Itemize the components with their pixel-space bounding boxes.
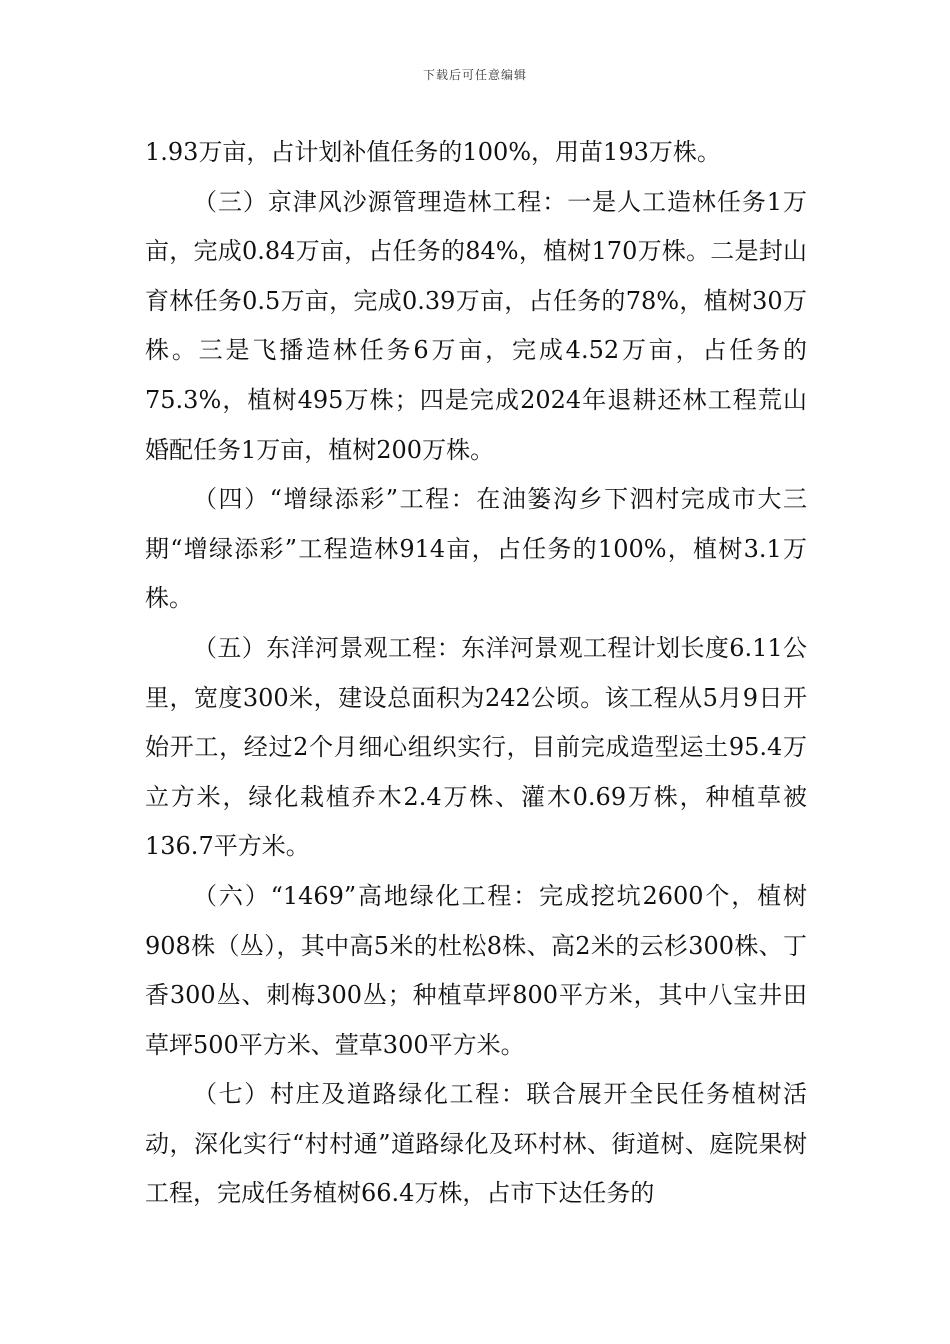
page-header: 下载后可任意编辑 [422, 68, 527, 82]
paragraph-section-7: （七）村庄及道路绿化工程：联合展开全民任务植树活动，深化实行“村村通”道路绿化及环村林、街道树、庭院果树工程，完成任务植树66.4万株，占市下达任务的 [145, 1080, 807, 1208]
paragraph-section-3: （三）京津风沙源管理造林工程：一是人工造林任务1万亩，完成0.84万亩，占任务的84%，植树170万株。二是封山育林任务0.5万亩，完成0.39万亩，占任务的78%，植树30万株。三是飞播造林任务6万亩，完成4.52万亩，占任务的75.3%，植树495万株；四是完成2024年退耕还林工程荒山婚配任务1万亩，植树200万株。 [145, 187, 807, 464]
document-body [145, 128, 807, 1219]
paragraph-section-6: （六）“1469”高地绿化工程：完成挖坑2600个，植树908株（丛），其中高5米的杜松8株、高2米的云杉300株、丁香300丛、刺梅300丛；种植草坪800平方米，其中八宝井田草坪500平方米、萱草300平方米。 [145, 881, 807, 1059]
paragraph-section-4: （四）“增绿添彩”工程：在油篓沟乡下泗村完成市大三期“增绿添彩”工程造林914亩，占任务的100%，植树3.1万株。 [145, 485, 807, 613]
paragraph-section-5: （五）东洋河景观工程：东洋河景观工程计划长度6.11公里，宽度300米，建设总面积为242公顷。该工程从5月9日开始开工，经过2个月细心组织实行，目前完成造型运土95.4万立方米，绿化栽植乔木2.4万株、灌木0.69万株，种植草被136.7平方米。 [145, 633, 807, 861]
paragraph-continuation: 1.93万亩，占计划补值任务的100%，用苗193万株。 [145, 138, 721, 166]
